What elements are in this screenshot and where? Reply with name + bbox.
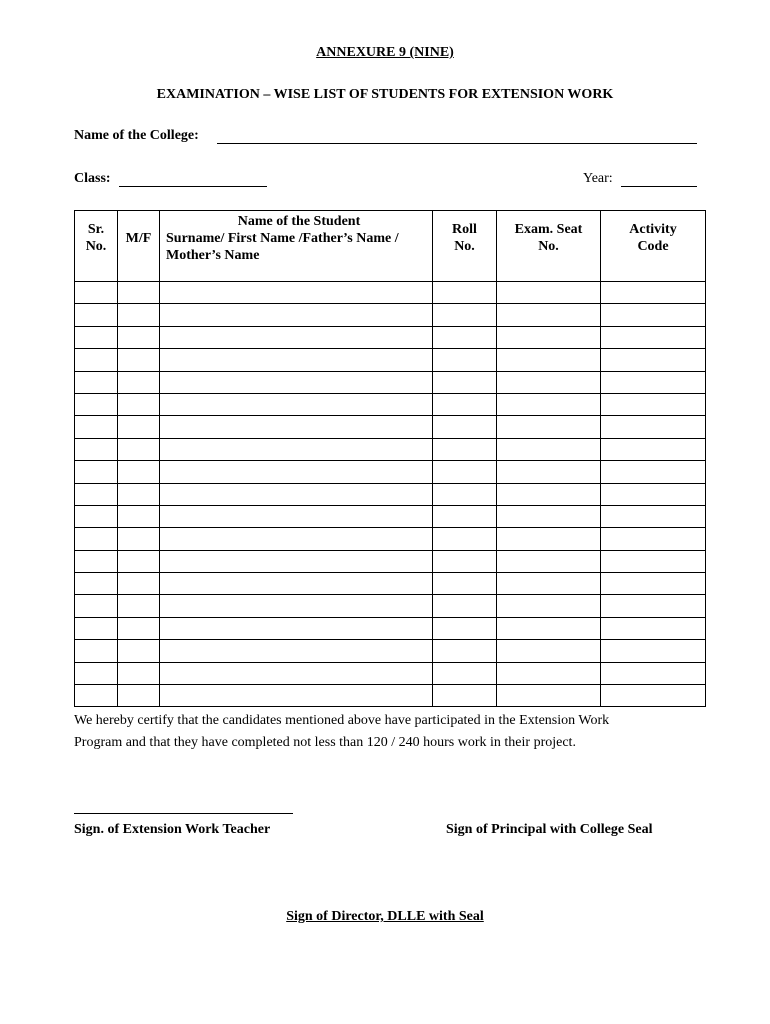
- table-cell: [497, 528, 601, 550]
- table-cell: [160, 573, 433, 595]
- table-cell: [601, 505, 706, 527]
- table-cell: [497, 483, 601, 505]
- table-cell: [497, 416, 601, 438]
- table-row: [75, 416, 706, 438]
- header-roll-line2: No.: [454, 239, 475, 254]
- table-cell: [497, 550, 601, 572]
- header-name-line3: Mother’s Name: [166, 248, 260, 263]
- table-cell: [433, 326, 497, 348]
- certificate-line1: We hereby certify that the candidates mentioned above have participated in the Extension Work: [74, 713, 610, 728]
- table-cell: [160, 393, 433, 415]
- table-cell: [433, 416, 497, 438]
- table-cell: [75, 640, 118, 662]
- table-cell: [601, 617, 706, 639]
- table-cell: [118, 371, 160, 393]
- table-cell: [497, 461, 601, 483]
- table-cell: [497, 304, 601, 326]
- class-label: Class:: [74, 171, 111, 186]
- table-cell: [433, 282, 497, 304]
- principal-signature-label: Sign of Principal with College Seal: [446, 822, 653, 837]
- table-header-row: [75, 211, 706, 282]
- table-cell: [601, 326, 706, 348]
- table-cell: [601, 371, 706, 393]
- table-cell: [497, 595, 601, 617]
- table-cell: [433, 483, 497, 505]
- table-cell: [433, 617, 497, 639]
- table-cell: [601, 685, 706, 707]
- table-cell: [118, 349, 160, 371]
- document-title: EXAMINATION – WISE LIST OF STUDENTS FOR EXTENSION WORK: [156, 87, 614, 102]
- table-cell: [160, 371, 433, 393]
- table-cell: [118, 595, 160, 617]
- table-cell: [75, 349, 118, 371]
- table-cell: [160, 326, 433, 348]
- table-cell: [75, 505, 118, 527]
- table-cell: [497, 371, 601, 393]
- table-cell: [601, 528, 706, 550]
- table-cell: [433, 505, 497, 527]
- table-cell: [75, 461, 118, 483]
- table-cell: [75, 304, 118, 326]
- table-cell: [433, 550, 497, 572]
- college-name-label: Name of the College:: [74, 128, 199, 143]
- table-cell: [118, 483, 160, 505]
- table-cell: [433, 371, 497, 393]
- table-row: [75, 371, 706, 393]
- table-row: [75, 438, 706, 460]
- table-cell: [601, 573, 706, 595]
- table-cell: [160, 617, 433, 639]
- table-cell: [118, 528, 160, 550]
- table-cell: [160, 528, 433, 550]
- table-cell: [497, 282, 601, 304]
- year-line: [621, 186, 697, 187]
- table-cell: [75, 371, 118, 393]
- table-cell: [118, 282, 160, 304]
- table-cell: [433, 461, 497, 483]
- table-row: [75, 640, 706, 662]
- table-cell: [433, 640, 497, 662]
- table-cell: [497, 505, 601, 527]
- table-cell: [433, 528, 497, 550]
- table-row: [75, 662, 706, 684]
- header-exam-seat-no: [497, 211, 601, 282]
- header-sr-no: [75, 211, 118, 282]
- teacher-signature-label: Sign. of Extension Work Teacher: [74, 822, 271, 837]
- table-cell: [601, 550, 706, 572]
- header-activity-line1: Activity: [629, 222, 677, 237]
- header-roll-line1: Roll: [452, 222, 477, 237]
- table-cell: [118, 461, 160, 483]
- table-cell: [497, 573, 601, 595]
- table-cell: [118, 550, 160, 572]
- table-row: [75, 349, 706, 371]
- table-row: [75, 282, 706, 304]
- header-seat-line2: No.: [538, 239, 559, 254]
- header-student-name: [160, 211, 433, 282]
- table-cell: [601, 349, 706, 371]
- table-cell: [601, 595, 706, 617]
- table-cell: [75, 528, 118, 550]
- table-cell: [75, 617, 118, 639]
- table-cell: [75, 685, 118, 707]
- table-cell: [75, 662, 118, 684]
- table-cell: [160, 505, 433, 527]
- table-cell: [601, 282, 706, 304]
- table-cell: [601, 438, 706, 460]
- table-cell: [433, 595, 497, 617]
- header-activity-code: [601, 211, 706, 282]
- table-row: [75, 304, 706, 326]
- table-cell: [118, 662, 160, 684]
- table-cell: [160, 349, 433, 371]
- table-cell: [75, 550, 118, 572]
- table-cell: [160, 282, 433, 304]
- table-cell: [160, 483, 433, 505]
- table-row: [75, 685, 706, 707]
- table-cell: [75, 573, 118, 595]
- table-cell: [497, 438, 601, 460]
- header-activity-line2: Code: [637, 239, 669, 254]
- header-name-line2: Surname/ First Name /Father’s Name /: [166, 231, 399, 246]
- table-cell: [118, 304, 160, 326]
- table-cell: [118, 685, 160, 707]
- table-cell: [433, 349, 497, 371]
- table-cell: [118, 573, 160, 595]
- table-cell: [433, 662, 497, 684]
- table-row: [75, 461, 706, 483]
- table-cell: [118, 416, 160, 438]
- table-cell: [433, 438, 497, 460]
- header-sr-line2: No.: [85, 239, 107, 254]
- year-label: Year:: [583, 171, 613, 186]
- table-cell: [433, 685, 497, 707]
- table-cell: [118, 617, 160, 639]
- table-cell: [75, 483, 118, 505]
- table-cell: [160, 640, 433, 662]
- table-cell: [601, 304, 706, 326]
- table-cell: [433, 304, 497, 326]
- header-seat-line1: Exam. Seat: [514, 222, 583, 237]
- student-list-table: [74, 210, 706, 707]
- table-cell: [118, 393, 160, 415]
- table-cell: [75, 393, 118, 415]
- table-row: [75, 550, 706, 572]
- annexure-heading: ANNEXURE 9 (NINE): [316, 45, 454, 60]
- table-cell: [75, 595, 118, 617]
- header-name-line1: Name of the Student: [237, 214, 361, 229]
- header-roll-no: [433, 211, 497, 282]
- table-cell: [601, 640, 706, 662]
- table-cell: [160, 685, 433, 707]
- class-line: [119, 186, 267, 187]
- table-cell: [75, 416, 118, 438]
- table-row: [75, 595, 706, 617]
- table-row: [75, 505, 706, 527]
- table-cell: [160, 416, 433, 438]
- table-cell: [118, 640, 160, 662]
- table-cell: [118, 505, 160, 527]
- table-row: [75, 326, 706, 348]
- table-cell: [75, 282, 118, 304]
- table-cell: [160, 438, 433, 460]
- table-row: [75, 393, 706, 415]
- table-cell: [433, 393, 497, 415]
- table-cell: [497, 662, 601, 684]
- table-cell: [497, 685, 601, 707]
- table-cell: [601, 416, 706, 438]
- table-cell: [118, 326, 160, 348]
- table-row: [75, 483, 706, 505]
- table-cell: [601, 662, 706, 684]
- teacher-signature-line: [74, 813, 293, 814]
- table-row: [75, 573, 706, 595]
- table-cell: [497, 326, 601, 348]
- table-cell: [433, 573, 497, 595]
- table-cell: [497, 640, 601, 662]
- table-cell: [497, 617, 601, 639]
- table-cell: [601, 393, 706, 415]
- header-mf: [118, 211, 160, 282]
- table-row: [75, 617, 706, 639]
- table-body: [75, 282, 706, 707]
- table-cell: [497, 393, 601, 415]
- header-sr-line1: Sr.: [87, 222, 105, 237]
- table-cell: [601, 461, 706, 483]
- table-cell: [601, 483, 706, 505]
- header-mf-label: M/F: [125, 231, 152, 246]
- table-cell: [75, 438, 118, 460]
- table-cell: [75, 326, 118, 348]
- table-cell: [160, 662, 433, 684]
- table-cell: [160, 304, 433, 326]
- certificate-line2: Program and that they have completed not less than 120 / 240 hours work in their project.: [74, 735, 576, 750]
- table-cell: [160, 550, 433, 572]
- table-cell: [118, 438, 160, 460]
- table-cell: [160, 595, 433, 617]
- director-signature-label: Sign of Director, DLLE with Seal: [286, 909, 484, 924]
- table-row: [75, 528, 706, 550]
- table-cell: [160, 461, 433, 483]
- table-cell: [497, 349, 601, 371]
- college-name-line: [217, 143, 697, 144]
